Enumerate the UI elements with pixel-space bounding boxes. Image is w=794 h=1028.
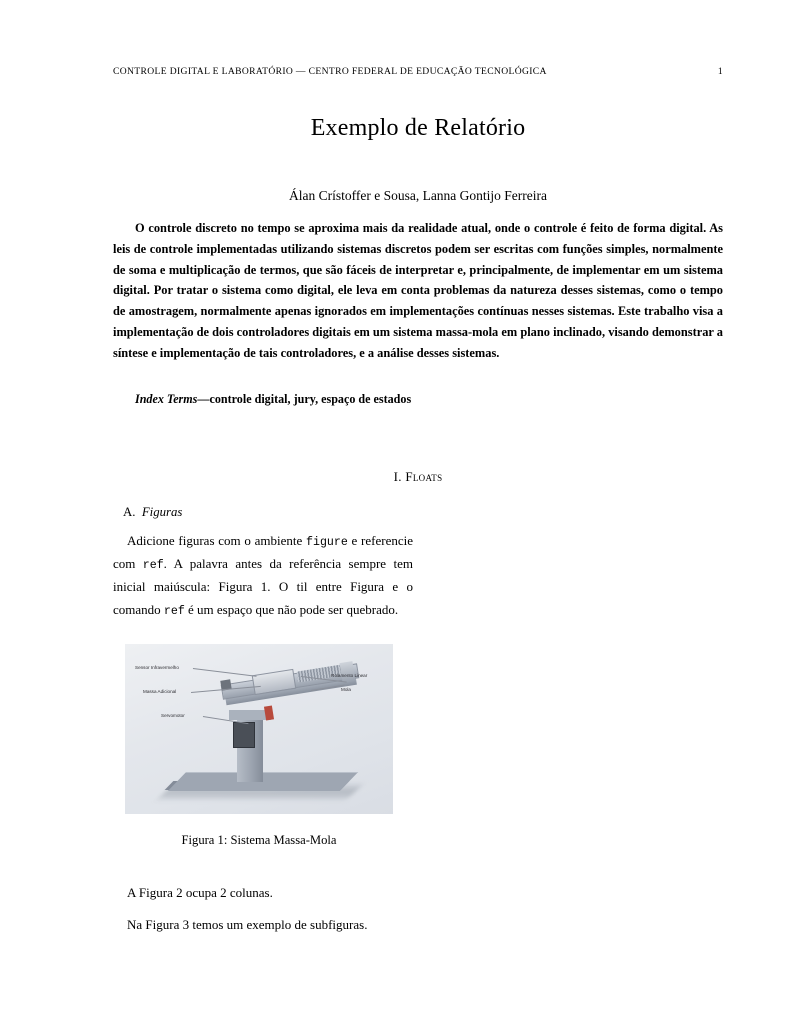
text-segment: é um espaço que não pode ser quebrado. bbox=[184, 601, 399, 617]
index-terms bbox=[113, 392, 723, 407]
page-title: Exemplo de Relatório bbox=[310, 115, 526, 141]
subsection-letter: A. bbox=[123, 504, 136, 519]
text-segment: . A palavra antes da referência sempre tem inicial maiúscula: Figura 1. O til entre Figura e o comando bbox=[113, 555, 413, 617]
text-segment: Adicione figuras com o ambiente bbox=[127, 532, 307, 548]
figure-label-massa-adicional: Massa Adicional bbox=[143, 688, 177, 694]
figure-label-rolamento-linear: Rolamento Linear bbox=[331, 672, 368, 678]
code-figure: figure bbox=[306, 535, 348, 549]
figure-1-image bbox=[125, 644, 393, 814]
text-segment: e referencie com bbox=[113, 532, 413, 571]
page-number: 1 bbox=[717, 67, 723, 77]
subsection-heading-figuras bbox=[123, 505, 723, 520]
paragraph-figura-2: A Figura 2 ocupa 2 colunas. bbox=[127, 884, 273, 900]
figure-1-caption: Figura 1: Sistema Massa-Mola bbox=[181, 832, 337, 847]
leader-line-sensor bbox=[193, 668, 257, 676]
body-column bbox=[113, 530, 413, 937]
paragraph-figuras bbox=[113, 530, 413, 622]
section-heading-floats bbox=[113, 469, 723, 485]
index-terms-separator: — bbox=[197, 391, 210, 406]
servomotor-part bbox=[233, 722, 255, 748]
page-content bbox=[113, 66, 723, 937]
red-coupling-part bbox=[264, 705, 274, 720]
figure-label-mola: Mola bbox=[341, 686, 351, 692]
authors-line: Álan Crístoffer e Sousa, Lanna Gontijo Ferreira bbox=[288, 188, 548, 203]
code-ref-2: ref bbox=[163, 604, 185, 618]
code-ref-1: ref bbox=[142, 558, 164, 572]
abstract-paragraph: O controle discreto no tempo se aproxima mais da realidade atual, onde o controle é feito de forma digital. As leis de controle implementadas utilizando sistemas discretos podem ser escritas com funções simples, normalmente de soma e multiplicação de termos, que são fáceis de interpretar e, principalmente, de implementar em um sistema digital. Por tratar o sistema como digital, ele leva em conta problemas da natureza desses sistemas, como o tempo de amostragem, normalmente apenas ignorados em implementações contínuas nesses sistemas. Este trabalho visa a implementação de dois controladores digitais em um sistema massa-mola em plano inclinado, visando demonstrar a síntese e implementação de tais controladores, e a análise desses sistemas. bbox=[113, 221, 723, 360]
figure-1 bbox=[125, 644, 393, 852]
base-plate bbox=[168, 772, 358, 791]
index-terms-value: controle digital, jury, espaço de estados bbox=[209, 391, 412, 406]
index-terms-label: Index Terms bbox=[135, 391, 198, 406]
section-title-text: Floats bbox=[405, 468, 443, 484]
figure-label-servomotor: Servomotor bbox=[161, 712, 185, 718]
running-header bbox=[113, 66, 723, 77]
paragraph-figura-3: Na Figura 3 temos um exemplo de subfiguras. bbox=[127, 917, 368, 933]
figure-label-sensor-infravermelho: Sensor Infravermelho bbox=[135, 664, 179, 670]
subsection-title-text: Figuras bbox=[141, 504, 183, 519]
running-header-text: CONTROLE DIGITAL E LABORATÓRIO — CENTRO FEDERAL DE EDUCAÇÃO TECNOLÓGICA bbox=[113, 66, 547, 77]
section-number: I. bbox=[393, 468, 402, 484]
